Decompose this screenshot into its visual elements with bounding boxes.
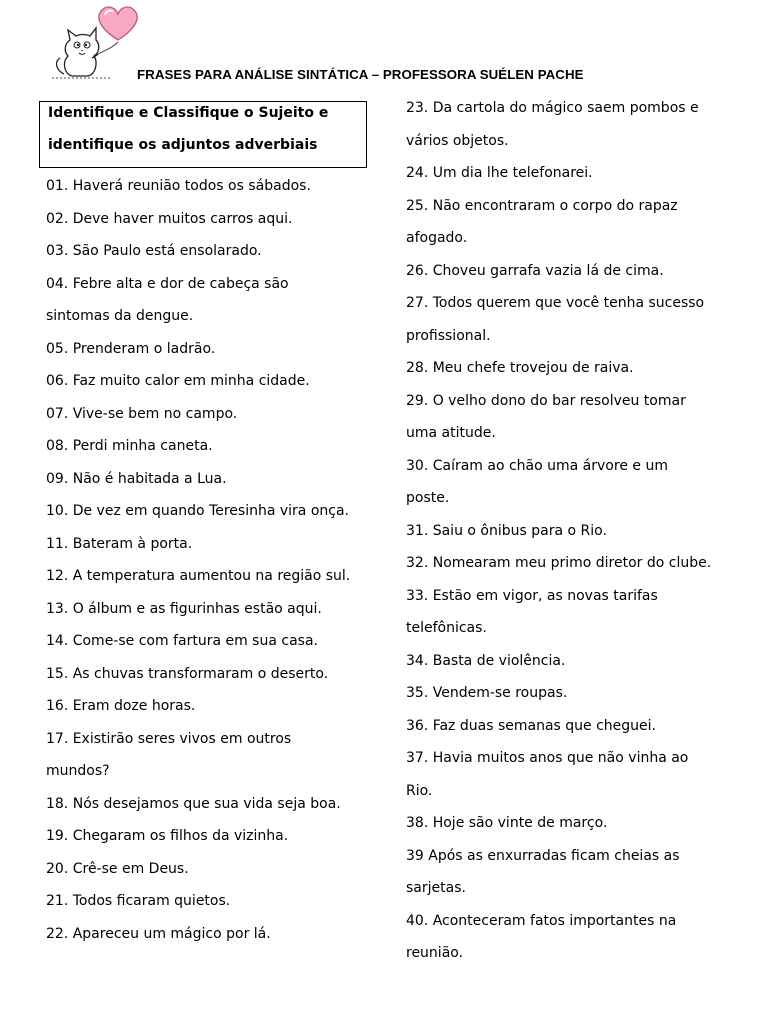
sentence-line: 21. Todos ficaram quietos.	[46, 893, 231, 909]
sentence-line: 22. Apareceu um mágico por lá.	[46, 925, 271, 942]
sentence-line: poste.	[406, 490, 450, 506]
sentence-line: 10. De vez em quando Teresinha vira onça.	[46, 503, 350, 519]
sentence-line: 39 Após as enxurradas ficam cheias as	[406, 847, 680, 864]
sentence-line: 27. Todos querem que você tenha sucesso	[406, 295, 705, 311]
sentence-line: 05. Prenderam o ladrão.	[46, 340, 216, 357]
sentence-line: 13. O álbum e as figurinhas estão aqui.	[46, 600, 322, 617]
page-title: FRASES PARA ANÁLISE SINTÁTICA – PROFESSORA SUÉLEN PACHE	[137, 67, 584, 82]
sentence-list-left	[46, 170, 376, 950]
sentence-line: 29. O velho dono do bar resolveu tomar	[406, 392, 686, 409]
sentence-list-right	[406, 92, 736, 970]
cat-with-heart-balloon-icon	[50, 4, 142, 82]
sentence-line: 04. Febre alta e dor de cabeça são	[46, 275, 289, 292]
sentence-line: 28. Meu chefe trovejou de raiva.	[406, 360, 634, 376]
sentence-line: 03. São Paulo está ensolarado.	[46, 243, 262, 259]
sentence-line: 12. A temperatura aumentou na região sul.	[46, 568, 351, 584]
sentence-line: telefônicas.	[406, 620, 487, 636]
sentence-line: 01. Haverá reunião todos os sábados.	[46, 178, 311, 194]
sentence-line: 14. Come-se com fartura em sua casa.	[46, 633, 318, 649]
sentence-line: 33. Estão em vigor, as novas tarifas	[406, 587, 658, 604]
sentence-line: 17. Existirão seres vivos em outros	[46, 730, 292, 747]
sentence-line: 09. Não é habitada a Lua.	[46, 470, 227, 487]
sentence-line: Rio.	[406, 782, 433, 799]
instruction-line-1: Identifique e Classifique o Sujeito e	[48, 105, 329, 121]
sentence-line: 23. Da cartola do mágico saem pombos e	[406, 100, 699, 116]
sentence-line: reunião.	[406, 945, 464, 961]
sentence-line: mundos?	[46, 763, 110, 779]
sentence-line: 19. Chegaram os filhos da vizinha.	[46, 828, 289, 844]
sentence-line: 26. Choveu garrafa vazia lá de cima.	[406, 262, 664, 279]
sentence-line: 08. Perdi minha caneta.	[46, 438, 213, 454]
sentence-line: afogado.	[406, 230, 468, 246]
sentence-line: 07. Vive-se bem no campo.	[46, 405, 238, 422]
sentence-line: 34. Basta de violência.	[406, 652, 566, 669]
sentence-line: 16. Eram doze horas.	[46, 698, 196, 714]
sentence-line: 20. Crê-se em Deus.	[46, 860, 189, 877]
sentence-line: 02. Deve haver muitos carros aqui.	[46, 210, 293, 227]
sentence-line: 25. Não encontraram o corpo do rapaz	[406, 197, 678, 214]
sentence-line: 37. Havia muitos anos que não vinha ao	[406, 750, 689, 766]
sentence-line: 18. Nós desejamos que sua vida seja boa.	[46, 795, 341, 812]
sentence-line: 06. Faz muito calor em minha cidade.	[46, 373, 310, 389]
sentence-line: uma atitude.	[406, 425, 496, 441]
sentence-line: 31. Saiu o ônibus para o Rio.	[406, 522, 607, 539]
instruction-box	[39, 101, 367, 168]
sentence-line: 15. As chuvas transformaram o deserto.	[46, 665, 329, 682]
sentence-line: 32. Nomearam meu primo diretor do clube.	[406, 555, 712, 571]
sentence-line: sarjetas.	[406, 880, 466, 896]
instruction-line-2: identifique os adjuntos adverbiais	[48, 137, 318, 153]
sentence-line: 40. Aconteceram fatos importantes na	[406, 912, 677, 929]
sentence-line: 36. Faz duas semanas que cheguei.	[406, 717, 656, 734]
sentence-line: 11. Bateram à porta.	[46, 535, 193, 552]
sentence-line: 35. Vendem-se roupas.	[406, 685, 568, 701]
sentence-line: profissional.	[406, 327, 491, 344]
sentence-line: 38. Hoje são vinte de março.	[406, 815, 608, 831]
sentence-line: vários objetos.	[406, 132, 509, 149]
sentence-line: 24. Um dia lhe telefonarei.	[406, 165, 593, 181]
sentence-line: 30. Caíram ao chão uma árvore e um	[406, 457, 668, 474]
sentence-line: sintomas da dengue.	[46, 308, 194, 324]
